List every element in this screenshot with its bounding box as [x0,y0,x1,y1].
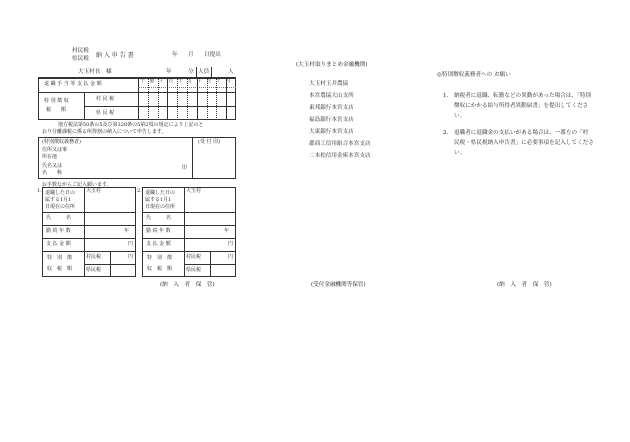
digit-label: 千 [197,79,202,84]
banks-header: (大玉村取りまとめ金融機関) [296,62,368,68]
reception-stamp-label: (受 付 印) [198,139,221,145]
request-2-line: 退職者に退職金の支払いがある場合は、一番左の「村 [454,130,589,136]
name-label-1: 氏名又は [42,163,63,169]
sub-address-label: 日現在の住所 [45,204,76,210]
sub-years-unit: 年 [224,228,230,234]
sub-yen: 円 [128,254,134,260]
persons-label: 人員 [198,69,210,75]
sub-paid-label: 支 払 金 額 [146,241,171,247]
title-village-tax: 村民税 [72,48,89,54]
bank-item: 郡商工信用組合本宮支店 [309,141,371,147]
bank-item: 大東銀行本宮支店 [309,129,354,135]
prefecture-tax-label: 県 民 税 [96,110,115,116]
sub-village-tax: 村民税 [86,254,102,260]
sub-address-label: 退職した日の [145,190,176,196]
bank-item: 本宮農協大山支所 [309,93,354,99]
sub-name-label: 氏 名 [146,215,172,221]
retirement-pay-label: 退 職 手 当 等 支 払 金 額 [44,81,102,87]
digit-label: 百 [168,79,174,84]
sub-address-label: 属する1月1 [45,197,72,203]
sub-years-unit: 年 [124,228,130,234]
request-1-line: い。 [454,113,466,119]
submit-year-label: 年 [172,52,178,58]
sub-years-label: 勤 続 年 数 [46,228,71,234]
sub-name-label: 氏 名 [46,215,72,221]
sub-village: 大玉村 [186,188,202,194]
form-title: 納 入 申 告 書 [96,52,134,59]
digit-label: 十 [140,79,145,84]
requests-footer: (納 入 者 保 管) [497,282,552,288]
sub-village-tax: 村民税 [186,254,202,260]
bank-item: 二本松信用金庫本宮支店 [309,153,371,159]
digit-label: 百 [206,79,212,84]
bank-item: 福島銀行本宮支店 [309,117,354,123]
banks-footer: (受付金融機関等保管) [311,282,366,288]
address-label-1: 住所又は事 [42,147,68,153]
sub-prefecture-tax: 県民税 [186,267,202,273]
sub-special-label: 特 別 徴 [47,255,73,261]
addressee: 大玉村長 様 [78,69,112,75]
seal-mark: 印 [182,165,188,171]
sub-yen: 円 [228,254,234,260]
collector-label: (特別徴収義務者) [42,139,81,145]
request-2-line: い。 [454,150,466,156]
persons-unit: 人 [228,69,234,75]
request-number: 1. [443,93,449,99]
digit-label: 千 [159,79,164,84]
request-number: 2. [443,130,449,136]
submit-month-label: 月 [188,52,194,58]
month-of-label: 分 [188,69,194,75]
year-of-label: 年 [166,69,172,75]
footer-left: (納 入 者 保 管) [160,282,215,288]
sub-prefecture-tax: 県民税 [86,267,102,273]
sub-form-number: 2. [137,188,142,194]
sub-address-label: 日現在の住所 [145,204,176,210]
request-2-line: 民税・県民税納入申告書」に必要事項を記入してくださ [454,140,594,146]
sub-form-number: 1. [37,188,42,194]
sub-paid-unit: 円 [228,241,234,247]
request-1-line: 納税者に退職、転勤などの異動があった場合は、「特別 [454,93,591,99]
bank-item: 東邦銀行本宮支店 [309,105,354,111]
submit-day-label: 日提出 [204,52,221,58]
sub-village: 大玉村 [86,188,102,194]
statement-line-1: 地方税法第50条の5及び第328条の5第2項の規定により上記のと [58,122,204,128]
special-tax-label-1: 特 別 徴 収 [44,98,69,104]
sub-years-label: 勤 続 年 数 [146,228,171,234]
digit-label: 万 [187,79,193,84]
digit-label: 億 [149,79,155,84]
sub-special-label: 収 税 額 [147,266,173,272]
digit-label: 十 [216,79,221,84]
sub-paid-label: 支 払 金 額 [46,241,71,247]
village-tax-label: 村 民 税 [96,96,115,102]
sub-special-label: 収 税 額 [47,266,73,272]
statement-line-2: おり分離課税に係る所得割の納入について申告します。 [42,129,167,135]
sub-special-label: 特 別 徴 [147,255,173,261]
address-label-2: 所在地 [42,154,58,160]
special-tax-label-2: 税 額 [46,107,67,113]
requests-header: ◎特別徴収義務者への お願い [437,72,511,78]
sub-paid-unit: 円 [128,241,134,247]
digit-label: 円 [225,79,231,84]
notice-text: お手数ながらご記入願います。 [42,182,112,188]
request-1-line: 徴収にかかる給与所得者異動届書」を提出してくださ [454,103,589,109]
title-prefecture-tax: 県民税 [72,56,89,62]
name-label-2: 名 称 [42,170,63,176]
bank-item: 大玉村玉井農協 [309,81,349,87]
sub-address-label: 属する1月1 [145,197,172,203]
sub-address-label: 退職した日の [45,190,76,196]
digit-label: 十 [178,79,183,84]
